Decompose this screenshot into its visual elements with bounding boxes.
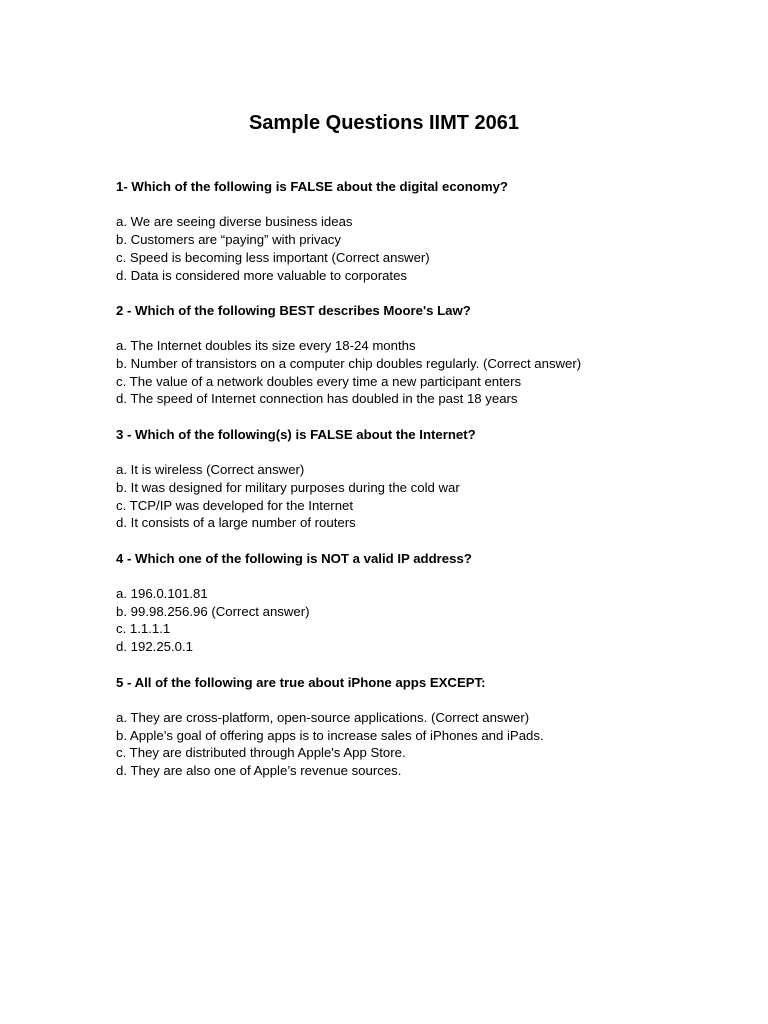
- option-5b: b. Apple’s goal of offering apps is to increase sales of iPhones and iPads.: [116, 727, 544, 743]
- option-3c: c. TCP/IP was developed for the Internet: [116, 497, 354, 513]
- question-4: 4 - Which one of the following is NOT a valid IP address?: [116, 550, 472, 566]
- question-4-options: [116, 585, 736, 656]
- question-3: 3 - Which of the following(s) is FALSE about the Internet?: [116, 426, 476, 442]
- option-1a: a. We are seeing diverse business ideas: [116, 214, 353, 230]
- option-5d: d. They are also one of Apple’s revenue sources.: [116, 763, 402, 779]
- question-5: 5 - All of the following are true about iPhone apps EXCEPT:: [116, 674, 486, 690]
- option-1b: b. Customers are “paying” with privacy: [116, 232, 341, 248]
- option-3b: b. It was designed for military purposes during the cold war: [116, 479, 460, 495]
- option-1c: c. Speed is becoming less important (Correct answer): [116, 249, 430, 265]
- question-1-options: [116, 213, 736, 284]
- question-list: [116, 178, 736, 797]
- option-4d: d. 192.25.0.1: [116, 639, 193, 655]
- question-5-options: [116, 709, 736, 780]
- option-4a: a. 196.0.101.81: [116, 586, 208, 602]
- option-3d: d. It consists of a large number of routers: [116, 515, 356, 531]
- option-2d: d. The speed of Internet connection has doubled in the past 18 years: [116, 391, 518, 407]
- option-1d: d. Data is considered more valuable to corporates: [116, 267, 408, 283]
- option-3a: a. It is wireless (Correct answer): [116, 462, 305, 478]
- option-5a: a. They are cross-platform, open-source applications. (Correct answer): [116, 709, 530, 725]
- option-4c: c. 1.1.1.1: [116, 621, 171, 637]
- question-2: 2 - Which of the following BEST describes Moore's Law?: [116, 302, 471, 318]
- question-2-options: [116, 337, 736, 408]
- question-1: 1- Which of the following is FALSE about the digital economy?: [116, 179, 508, 194]
- document-title: Sample Questions IIMT 2061: [248, 112, 520, 134]
- option-2c: c. The value of a network doubles every time a new participant enters: [116, 373, 522, 389]
- question-3-options: [116, 461, 736, 532]
- option-2b: b. Number of transistors on a computer chip doubles regularly. (Correct answer): [116, 355, 582, 371]
- option-4b: b. 99.98.256.96 (Correct answer): [116, 603, 310, 619]
- option-5c: c. They are distributed through Apple's App Store.: [116, 745, 406, 761]
- option-2a: a. The Internet doubles its size every 18-24 months: [116, 338, 416, 354]
